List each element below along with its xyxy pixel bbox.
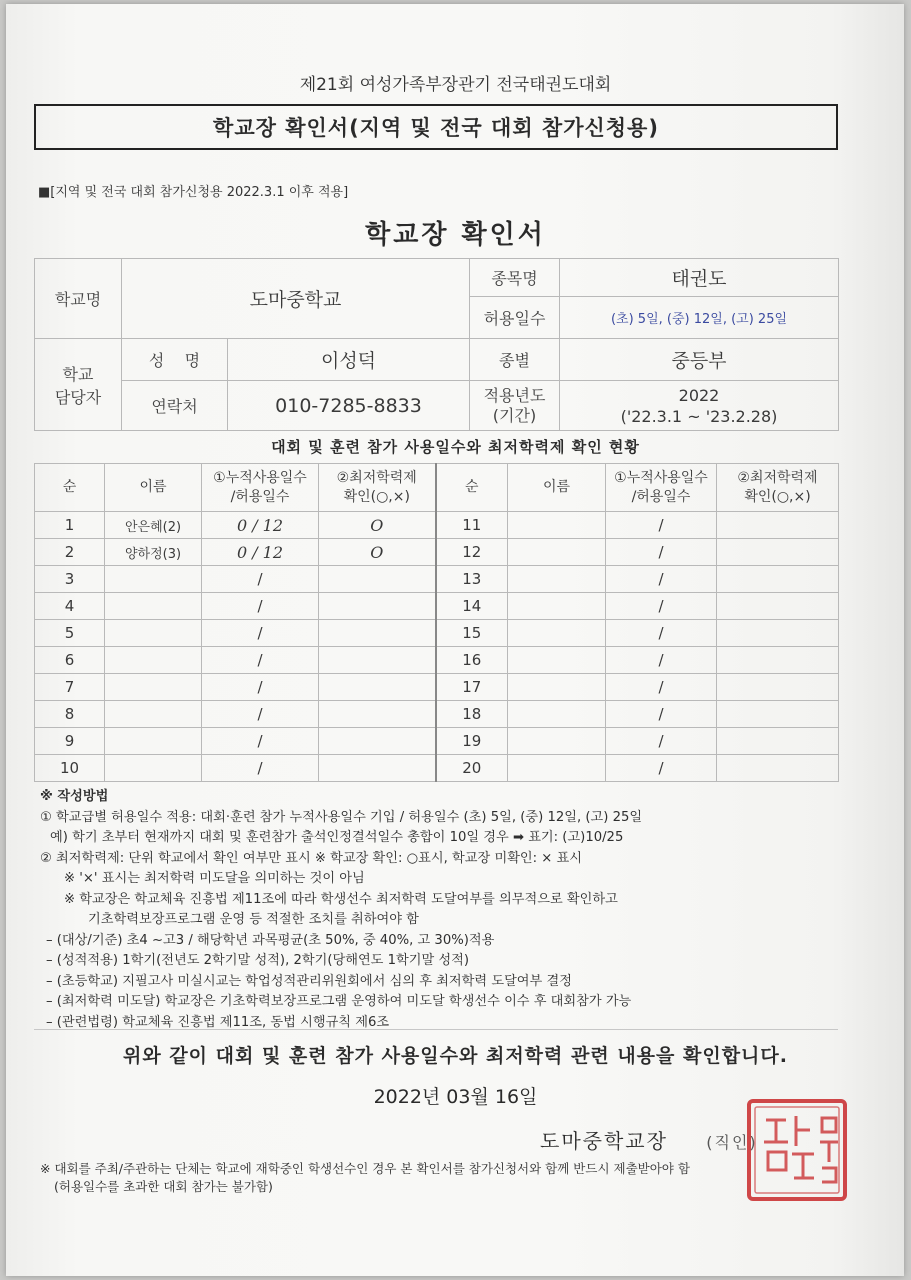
note-line-11: – (관련법령) 학교체육 진흥법 제11조, 동법 시행규칙 제6조 [46,1014,390,1030]
note-line-6: 기초학력보장프로그램 운영 등 적절한 조치를 취하여야 함 [88,912,419,927]
row-check [319,674,436,701]
note-line-3: ② 최저학력제: 단위 학교에서 확인 여부만 표시 ※ 학교장 확인: ○표시, 학교장 미확인: × 표시 [40,850,583,866]
school-info-table [34,258,839,431]
row-no: 9 [35,728,105,755]
school-staff-label: 학교 담당자 [35,339,122,431]
row-check [717,566,839,593]
row-no: 1 [35,512,105,539]
row-check [717,539,839,566]
row-check [319,593,436,620]
status-section-title: 대회 및 훈련 참가 사용일수와 최저학력제 확인 현황 [271,438,640,456]
row-days: / [606,539,717,566]
category-label: 종별 [470,339,560,381]
table-row [35,755,839,782]
row-days: / [202,620,319,647]
table-row [35,728,839,755]
sport-label: 종목명 [470,259,560,297]
row-name [105,647,202,674]
row-no: 10 [35,755,105,782]
row-days: / [202,701,319,728]
row-days: / [606,755,717,782]
document-title: 학교장 확인서 [365,220,546,250]
form-title-box [34,104,838,150]
note-line-5: ※ 학교장은 학교체육 진흥법 제11조에 따라 학생선수 최저학력 도달여부를 의무적으로 확인하고 [64,891,618,907]
row-no: 17 [436,674,508,701]
row-no: 11 [436,512,508,539]
row-no: 15 [436,620,508,647]
note-line-4: ※ '×' 표시는 최저학력 미도달을 의미하는 것이 아님 [64,871,365,886]
table-row [35,701,839,728]
issue-date: 2022년 03월 16일 [373,1086,538,1108]
row-days: / [606,566,717,593]
allowed-days-value: (초) 5일, (중) 12일, (고) 25일 [560,297,839,339]
note-line-8: – (성적적용) 1학기(전년도 2학기말 성적), 2학기(당해연도 1학기말 성적) [46,953,470,968]
row-days: / [202,647,319,674]
row-check [319,566,436,593]
row-days: / [606,701,717,728]
note-line-9: – (초등학교) 지필고사 미실시교는 학업성적관리위원회에서 심의 후 최저학력 도달여부 결정 [46,973,572,989]
col-no-left: 순 [35,464,105,512]
row-no: 5 [35,620,105,647]
row-days: 0 / 12 [202,539,319,566]
row-no: 3 [35,566,105,593]
row-name [105,674,202,701]
row-name [105,755,202,782]
footer-notice: ※ 대회를 주최/주관하는 단체는 학교에 재학중인 학생선수인 경우 본 확인서를 참가신청서와 함께 반드시 제출받아야 함 (허용일수를 초과한 대회 참가는 불가함) [40,1161,690,1194]
note-line-1: ① 학교급별 허용일수 적용: 대회·훈련 참가 누적사용일수 기입 / 허용일수 (초) 5일, (중) 12일, (고) 25일 [40,809,643,825]
col-check-right: ②최저학력제 확인(○,×) [717,464,839,512]
note-line-2: 예) 학기 초부터 현재까지 대회 및 훈련참가 출석인정결석일수 총합이 10일 경우 ➡ 표기: (고)10/25 [50,830,624,845]
col-check-left: ②최저학력제 확인(○,×) [319,464,436,512]
row-name [508,566,606,593]
table-row [35,566,839,593]
row-check [319,701,436,728]
row-no: 6 [35,647,105,674]
table-row [35,512,839,539]
notes-heading: ※ 작성방법 [40,789,109,804]
row-no: 20 [436,755,508,782]
row-check [319,728,436,755]
row-name [105,593,202,620]
row-no: 4 [35,593,105,620]
row-days: / [202,755,319,782]
table-row [35,593,839,620]
note-line-7: – (대상/기준) 초4 ~고3 / 해당학년 과목평균(초 50%, 중 40%, 고 30%)적용 [46,932,495,948]
row-name [508,539,606,566]
contact-label: 연락처 [122,381,228,431]
col-name-right: 이름 [508,464,606,512]
col-name-left: 이름 [105,464,202,512]
staff-name-value: 이성덕 [228,339,470,381]
row-name [508,620,606,647]
allowed-days-label: 허용일수 [470,297,560,339]
row-name [105,620,202,647]
table-row [35,647,839,674]
row-name [508,674,606,701]
row-no: 12 [436,539,508,566]
row-days: 0 / 12 [202,512,319,539]
divider [34,1029,838,1030]
row-days: / [202,566,319,593]
row-check [319,620,436,647]
row-days: / [202,728,319,755]
row-days: / [606,728,717,755]
note-line-10: – (최저학력 미도달) 학교장은 기초학력보장프로그램 운영하여 미도달 학생선수 이수 후 대회참가 가능 [46,994,632,1009]
row-name [105,701,202,728]
row-check [319,647,436,674]
athlete-status-table [34,463,839,782]
writing-instructions [40,787,850,1033]
row-check: O [319,539,436,566]
table-row [35,620,839,647]
row-name [508,755,606,782]
row-no: 2 [35,539,105,566]
table-header-row [35,464,839,512]
row-name [508,593,606,620]
row-name [508,647,606,674]
row-no: 8 [35,701,105,728]
row-name [508,701,606,728]
apply-year-value: 2022 ('22.3.1 ~ '23.2.28) [560,381,839,431]
row-days: / [606,593,717,620]
col-days-right: ①누적사용일수 /허용일수 [606,464,717,512]
form-title: 학교장 확인서(지역 및 전국 대회 참가신청용) [213,116,659,140]
row-name [105,566,202,593]
table-row [35,539,839,566]
table-row [35,674,839,701]
row-no: 13 [436,566,508,593]
row-days: / [606,674,717,701]
official-seal-stamp [746,1098,848,1202]
row-no: 19 [436,728,508,755]
row-days: / [606,512,717,539]
apply-year-label: 적용년도 (기간) [470,381,560,431]
contact-value: 010-7285-8833 [228,381,470,431]
col-no-right: 순 [436,464,508,512]
row-days: / [606,620,717,647]
row-days: / [606,647,717,674]
row-name [508,728,606,755]
col-days-left: ①누적사용일수 /허용일수 [202,464,319,512]
row-check [717,593,839,620]
row-no: 16 [436,647,508,674]
sport-value: 태권도 [560,259,839,297]
row-check [717,674,839,701]
row-no: 7 [35,674,105,701]
principal-signature: 도마중학교장 (직인) [540,1129,758,1153]
row-check [717,701,839,728]
school-name-value: 도마중학교 [122,259,470,339]
row-check [717,512,839,539]
row-name [508,512,606,539]
row-check: O [319,512,436,539]
row-check [717,755,839,782]
row-name: 안은혜(2) [105,512,202,539]
row-name [105,728,202,755]
row-check [717,647,839,674]
row-days: / [202,674,319,701]
category-value: 중등부 [560,339,839,381]
row-name: 양하정(3) [105,539,202,566]
row-no: 18 [436,701,508,728]
staff-name-label: 성 명 [122,339,228,381]
confirmation-statement: 위와 같이 대회 및 훈련 참가 사용일수와 최저학력 관련 내용을 확인합니다. [123,1045,788,1067]
row-check [717,728,839,755]
row-check [717,620,839,647]
event-title: 제21회 여성가족부장관기 전국태권도대회 [299,75,612,95]
row-no: 14 [436,593,508,620]
school-name-label: 학교명 [35,259,122,339]
row-days: / [202,593,319,620]
apply-note: ■[지역 및 전국 대회 참가신청용 2022.3.1 이후 적용] [38,185,349,200]
row-check [319,755,436,782]
